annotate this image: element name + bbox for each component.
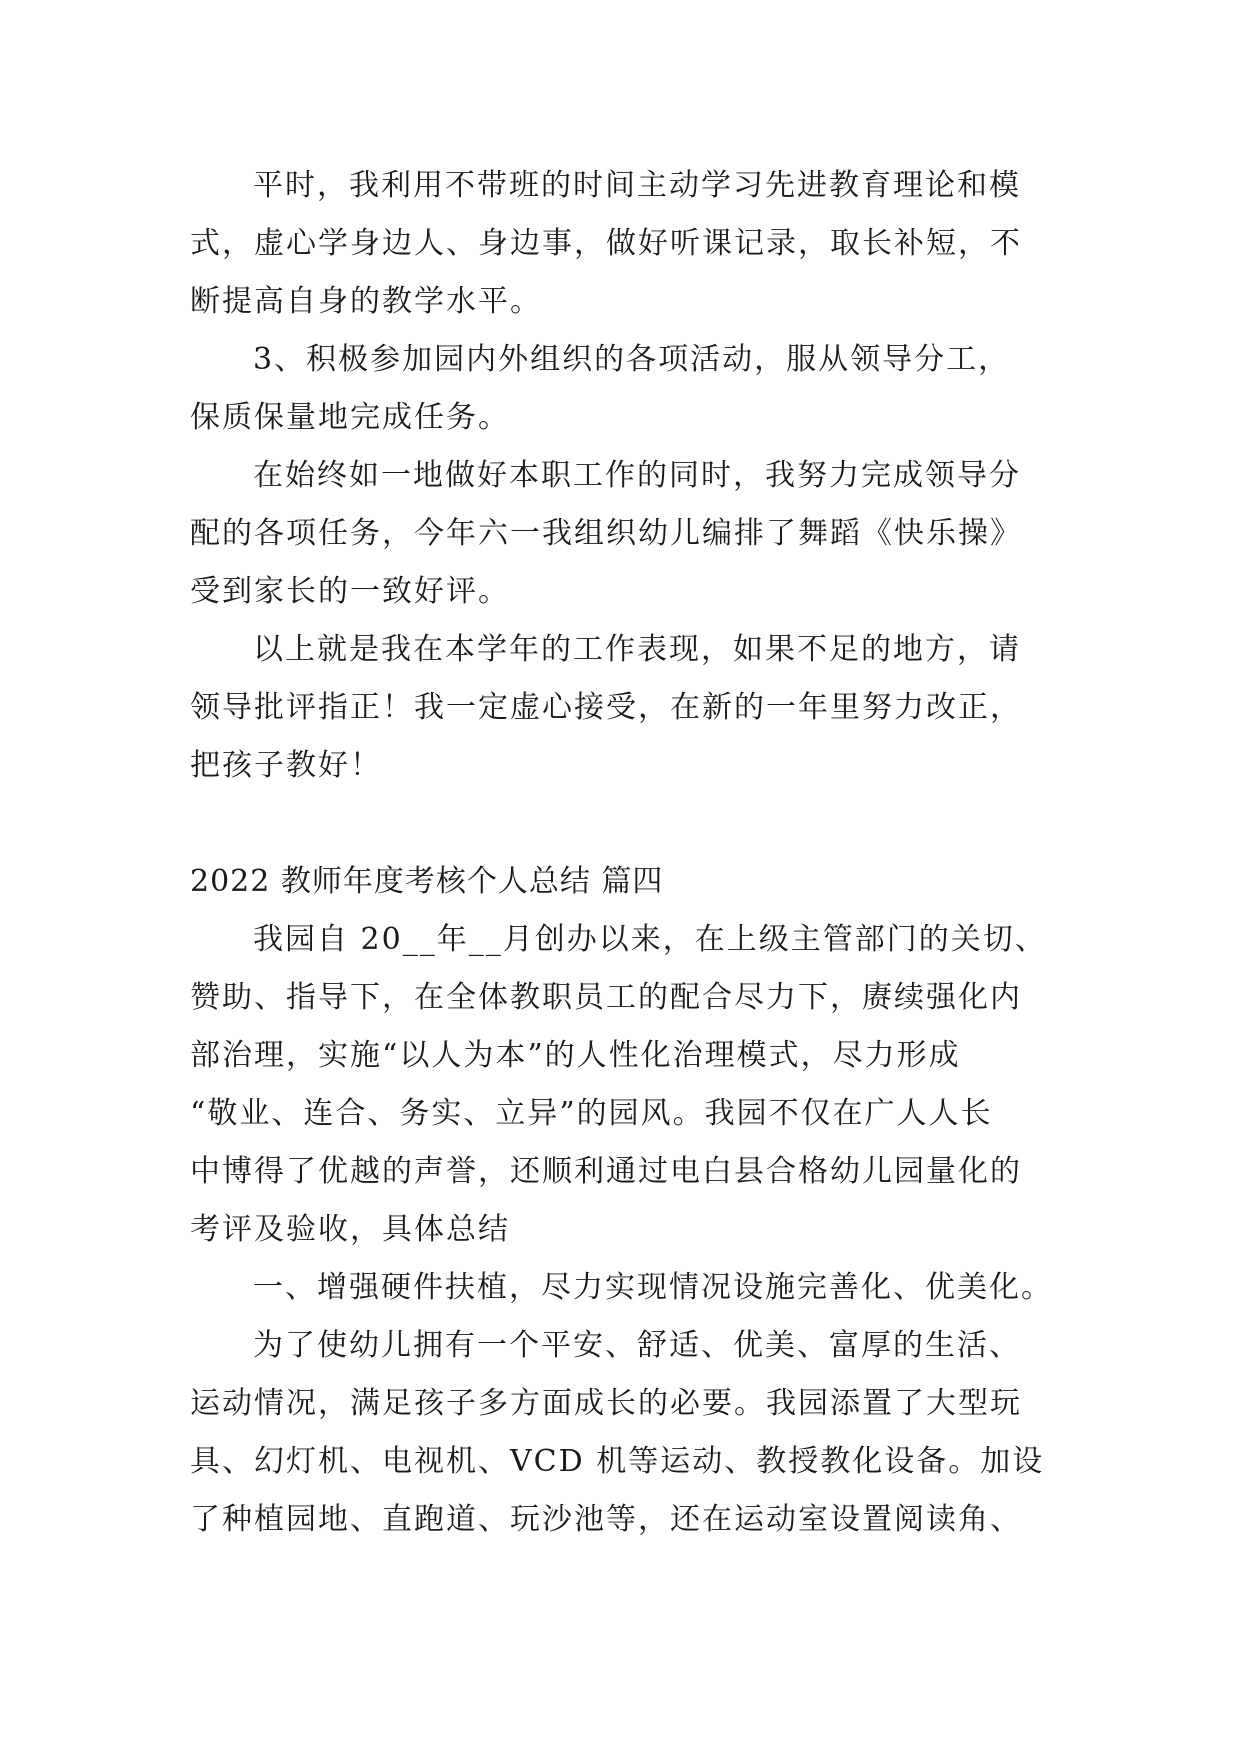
paragraph-line: “敬业、连合、务实、立异”的园风。我园不仅在广人人长 bbox=[190, 1096, 993, 1131]
paragraph-line: 考评及验收，具体总结 bbox=[190, 1212, 510, 1247]
paragraph-line: 配的各项任务，今年六一我组织幼儿编排了舞蹈《快乐操》 bbox=[190, 516, 1022, 551]
paragraph-line: 运动情况，满足孩子多方面成长的必要。我园添置了大型玩 bbox=[190, 1386, 1022, 1421]
paragraph-line: 受到家长的一致好评。 bbox=[190, 574, 510, 609]
paragraph-line: 为了使幼儿拥有一个平安、舒适、优美、富厚的生活、 bbox=[253, 1328, 1021, 1363]
paragraph-line: 平时，我利用不带班的时间主动学习先进教育理论和模 bbox=[253, 168, 1021, 203]
paragraph-line: 我园自 20__年__月创办以来，在上级主管部门的关切、 bbox=[253, 922, 1047, 957]
paragraph-line: 保质保量地完成任务。 bbox=[190, 400, 510, 435]
paragraph-line: 式，虚心学身边人、身边事，做好听课记录，取长补短，不 bbox=[190, 226, 1022, 261]
paragraph-line: 断提高自身的教学水平。 bbox=[190, 284, 542, 319]
paragraph-line: 中博得了优越的声誉，还顺利通过电白县合格幼儿园量化的 bbox=[190, 1154, 1022, 1189]
paragraph-line: 一、增强硬件扶植，尽力实现情况设施完善化、优美化。 bbox=[253, 1270, 1053, 1305]
paragraph-line: 把孩子教好！ bbox=[190, 748, 382, 783]
paragraph-line: 在始终如一地做好本职工作的同时，我努力完成领导分 bbox=[253, 458, 1021, 493]
section-heading: 2022 教师年度考核个人总结 篇四 bbox=[190, 864, 664, 899]
paragraph-line: 3、积极参加园内外组织的各项活动，服从领导分工， bbox=[253, 342, 1011, 377]
paragraph-line: 了种植园地、直跑道、玩沙池等，还在运动室设置阅读角、 bbox=[190, 1502, 1022, 1537]
paragraph-line: 以上就是我在本学年的工作表现，如果不足的地方，请 bbox=[253, 632, 1021, 667]
paragraph-line: 赞助、指导下，在全体教职员工的配合尽力下，赓续强化内 bbox=[190, 980, 1022, 1015]
paragraph-line: 具、幻灯机、电视机、VCD 机等运动、教授教化设备。加设 bbox=[190, 1444, 1045, 1479]
paragraph-line: 领导批评指正！我一定虚心接受，在新的一年里努力改正， bbox=[190, 690, 1022, 725]
paragraph-line: 部治理，实施“以人为本”的人性化治理模式，尽力形成 bbox=[190, 1038, 961, 1073]
